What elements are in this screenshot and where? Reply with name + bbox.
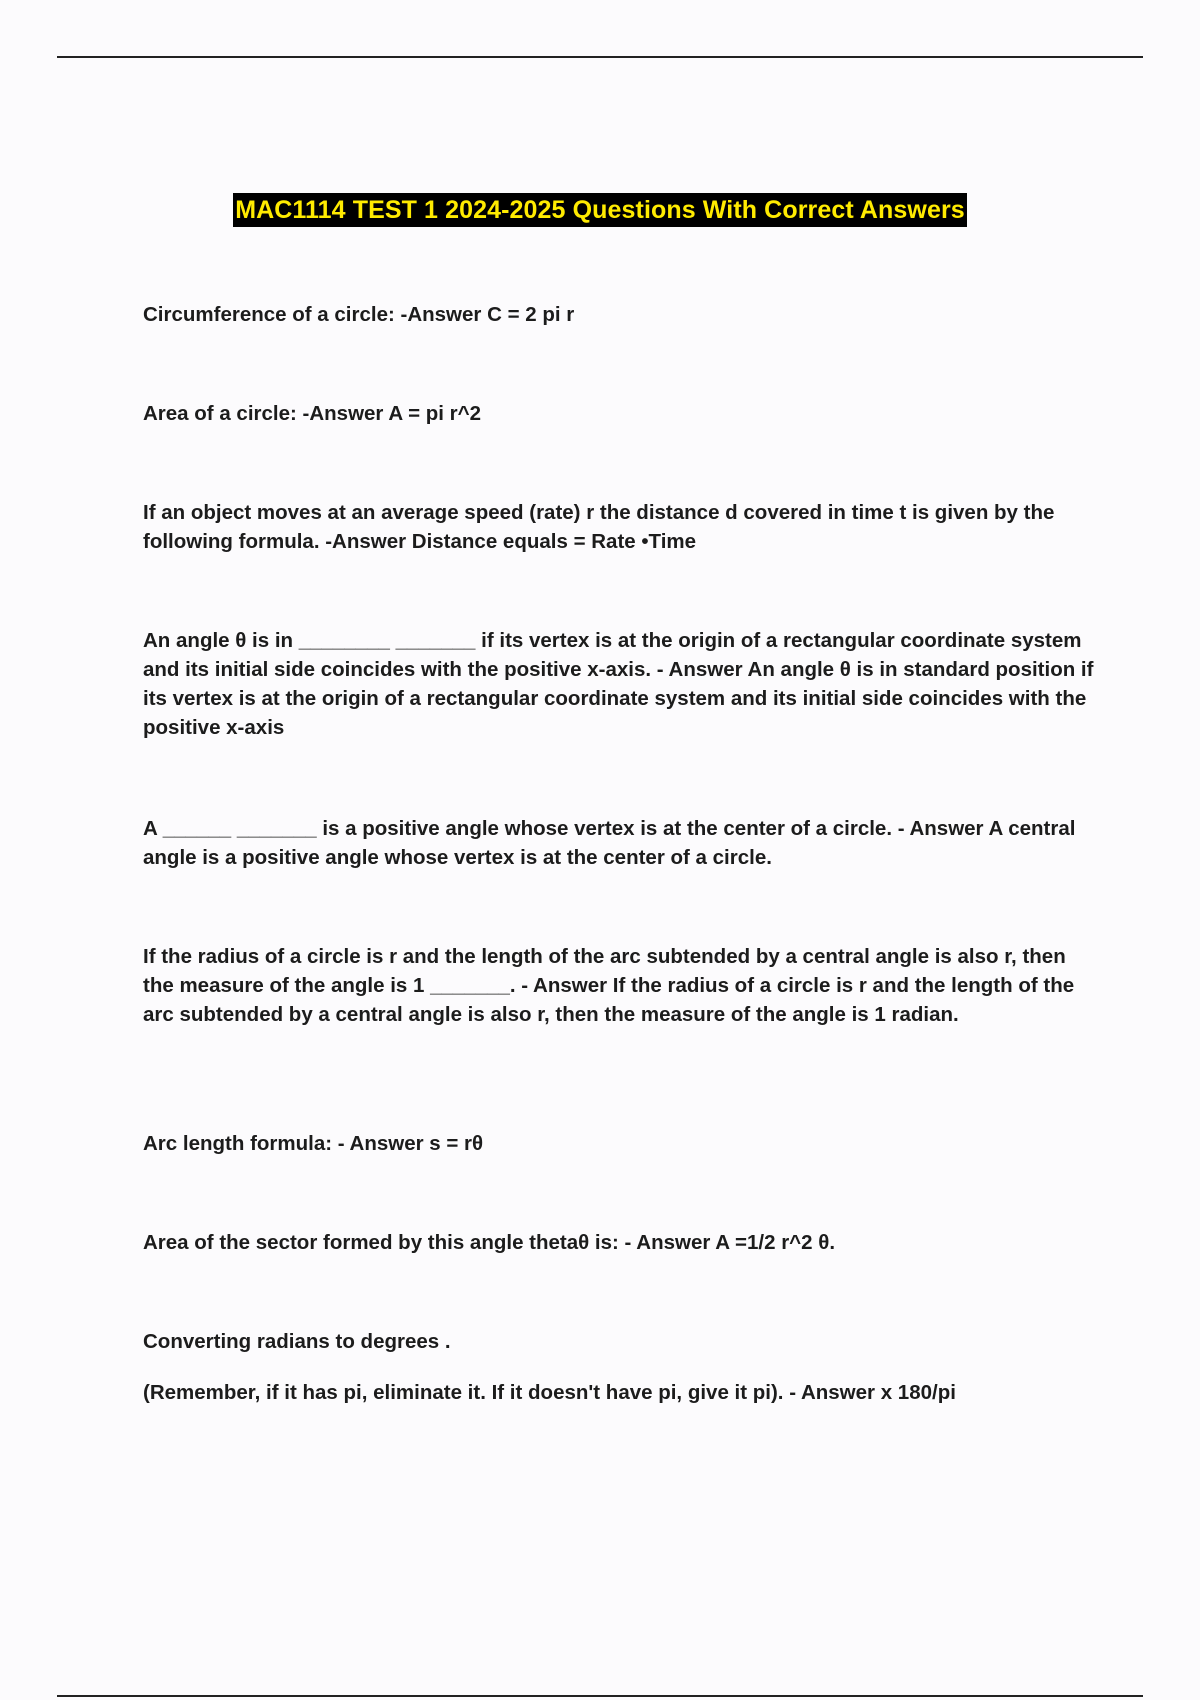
footer-rule (57, 1695, 1143, 1697)
qa-item: Arc length formula: - Answer s = rθ (143, 1132, 484, 1155)
qa-item: Circumference of a circle: -Answer C = 2 pi r (143, 303, 575, 326)
qa-item: If an object moves at an average speed (rate) r the distance d covered in time t is given by the following formula. -Answer Distance equals = Rate •Time (143, 501, 1055, 553)
qa-item: Area of a circle: -Answer A = pi r^2 (143, 402, 481, 425)
qa-item: If the radius of a circle is r and the length of the arc subtended by a central angle is also r, then the measure of the angle is 1 _______. - Answer If the radius of a circle is r and the length of the arc subtended by a central angle is also r, then the measure of the angle is 1 radian. (143, 945, 1075, 1026)
qa-item: (Remember, if it has pi, eliminate it. If it doesn't have pi, give it pi). - Answer x 180/pi (143, 1381, 956, 1404)
document-title: MAC1114 TEST 1 2024-2025 Questions With Correct Answers (233, 193, 967, 227)
header-rule (57, 56, 1143, 58)
qa-item: An angle θ is in ________ _______ if its vertex is at the origin of a rectangular coordinate system and its initial side coincides with the positive x-axis. - Answer An angle θ is in standard position if its vertex is at the origin of a rectangular coordinate system and its initial side coincides with the positive x-axis (143, 629, 1094, 739)
qa-item: A ______ _______ is a positive angle whose vertex is at the center of a circle. - Answer A central angle is a positive angle whose vertex is at the center of a circle. (143, 817, 1076, 869)
qa-item: Converting radians to degrees . (143, 1330, 451, 1353)
title-container (0, 193, 1200, 227)
qa-item: Area of the sector formed by this angle thetaθ is: - Answer A =1/2 r^2 θ. (143, 1231, 836, 1254)
